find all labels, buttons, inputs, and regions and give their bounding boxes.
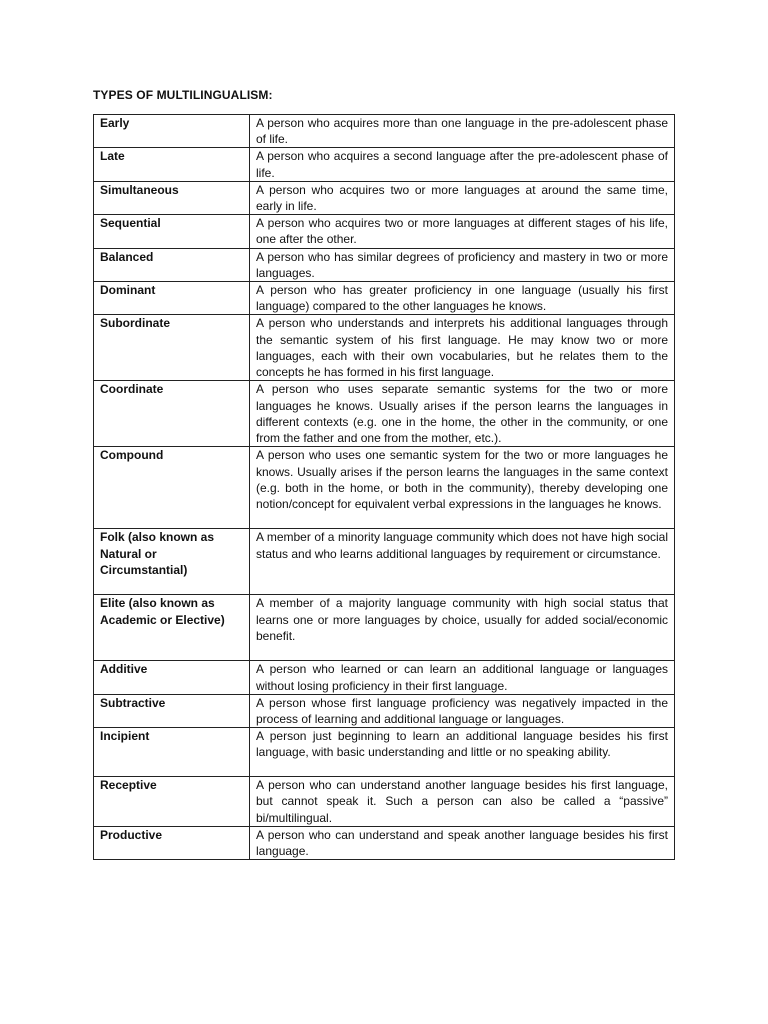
term-cell: Subordinate [94,315,250,381]
definition-cell: A person who has greater proficiency in one language (usually his first language) compared to the other languages he knows. [250,282,675,315]
definition-cell: A person who uses one semantic system for the two or more languages he knows. Usually arises if the person learns the languages in the same context (e.g. both in the home, or both in the community), thereby developing one notion/concept for equivalent verbal expressions in the languages he knows. [250,447,675,529]
term-cell: Sequential [94,215,250,248]
table-row [94,282,675,315]
definition-cell: A person who learned or can learn an additional language or languages without losing proficiency in their first language. [250,661,675,694]
definition-cell: A person who acquires two or more languages at different stages of his life, one after the other. [250,215,675,248]
definition-cell: A person who uses separate semantic systems for the two or more languages he knows. Usually arises if the person learns the languages in different contexts (e.g. one in the home, the other in the community, or one from the father and one from the mother, etc.). [250,381,675,447]
term-cell: Folk (also known as Natural or Circumstantial) [94,529,250,595]
definition-cell: A person just beginning to learn an additional language besides his first language, with basic understanding and little or no speaking ability. [250,728,675,777]
table-row [94,777,675,827]
table-row [94,694,675,727]
term-cell: Additive [94,661,250,694]
definition-cell: A person who acquires two or more languages at around the same time, early in life. [250,181,675,214]
table-row [94,595,675,661]
multilingualism-types-table [93,114,675,860]
term-cell: Late [94,148,250,181]
term-cell: Coordinate [94,381,250,447]
term-cell: Elite (also known as Academic or Elective) [94,595,250,661]
definition-cell: A member of a majority language community with high social status that learns one or more languages by choice, usually for added social/economic benefit. [250,595,675,661]
table-row [94,728,675,777]
table-row [94,315,675,381]
term-cell: Incipient [94,728,250,777]
document-title: TYPES OF MULTILINGUALISM: [93,88,273,102]
term-cell: Balanced [94,248,250,281]
table-row [94,447,675,529]
definition-cell: A person who can understand and speak another language besides his first language. [250,826,675,859]
table-row [94,115,675,148]
table-row [94,248,675,281]
term-cell: Productive [94,826,250,859]
term-cell: Early [94,115,250,148]
definition-cell: A person who understands and interprets his additional languages through the semantic system of his first language. He may know two or more languages, each with their own vocabularies, but he relates them to the concepts he has formed in his first language. [250,315,675,381]
definition-cell: A person who acquires a second language after the pre-adolescent phase of life. [250,148,675,181]
term-cell: Subtractive [94,694,250,727]
table-row [94,529,675,595]
table-row [94,381,675,447]
term-cell: Dominant [94,282,250,315]
term-cell: Simultaneous [94,181,250,214]
definition-cell: A person who can understand another language besides his first language, but cannot speak it. Such a person can also be called a “passive” bi/multilingual. [250,777,675,827]
table-row [94,215,675,248]
table-row [94,826,675,859]
term-cell: Receptive [94,777,250,827]
table-row [94,148,675,181]
table-row [94,661,675,694]
term-cell: Compound [94,447,250,529]
definition-cell: A person who acquires more than one language in the pre-adolescent phase of life. [250,115,675,148]
definition-cell: A person who has similar degrees of proficiency and mastery in two or more languages. [250,248,675,281]
table-row [94,181,675,214]
definition-cell: A person whose first language proficiency was negatively impacted in the process of learning and additional language or languages. [250,694,675,727]
definition-cell: A member of a minority language community which does not have high social status and who learns additional languages by requirement or circumstance. [250,529,675,595]
